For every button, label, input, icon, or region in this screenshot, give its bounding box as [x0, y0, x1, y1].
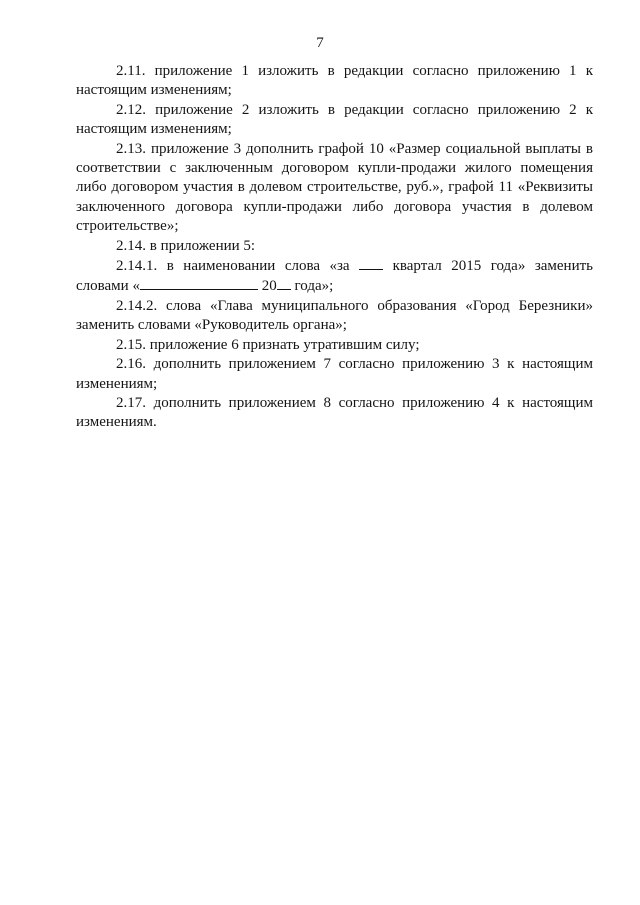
blank-field-period	[140, 276, 258, 290]
paragraph-2-14-2: 2.14.2. слова «Глава муниципального образования «Город Березники» заменить словами «Руководитель органа»;	[76, 297, 593, 334]
paragraph-2-11: 2.11. приложение 1 изложить в редакции согласно приложению 1 к настоящим изменениям;	[76, 63, 593, 99]
paragraph-2-16: 2.16. дополнить приложением 7 согласно приложению 3 к настоящим изменениям;	[76, 356, 593, 392]
paragraph-2-17: 2.17. дополнить приложением 8 согласно приложению 4 к настоящим изменениям.	[76, 394, 593, 431]
paragraph-2-13: 2.13. приложение 3 дополнить графой 10 «Размер социальной выплаты в соответствии с заключенным договором купли-продажи жилого помещения либо договором участия в долевом строительстве, руб.», графой 11 «Реквизиты заключенного договора купли-продажи либо договора участия в долевом строительстве»;	[76, 140, 593, 235]
blank-field-quarter	[359, 256, 383, 270]
paragraph-2-14: 2.14. в приложении 5:	[116, 237, 256, 254]
paragraph-2-14-1-part4: года»;	[294, 278, 334, 295]
paragraph-2-14-1-part2: квартал 2015 года» заменить словами «	[76, 258, 594, 295]
paragraph-2-15: 2.15. приложение 6 признать утратившим силу;	[116, 336, 420, 353]
page-number: 7	[316, 35, 324, 51]
paragraph-2-12: 2.12. приложение 2 изложить в редакции согласно приложению 2 к настоящим изменениям;	[76, 101, 593, 138]
document-body	[76, 62, 593, 433]
paragraph-2-14-1-part3: 20	[261, 278, 277, 295]
blank-field-year	[277, 276, 291, 290]
paragraph-2-14-1-part1: 2.14.1. в наименовании слова «за	[116, 258, 350, 275]
paragraph-2-14-1	[76, 256, 593, 297]
